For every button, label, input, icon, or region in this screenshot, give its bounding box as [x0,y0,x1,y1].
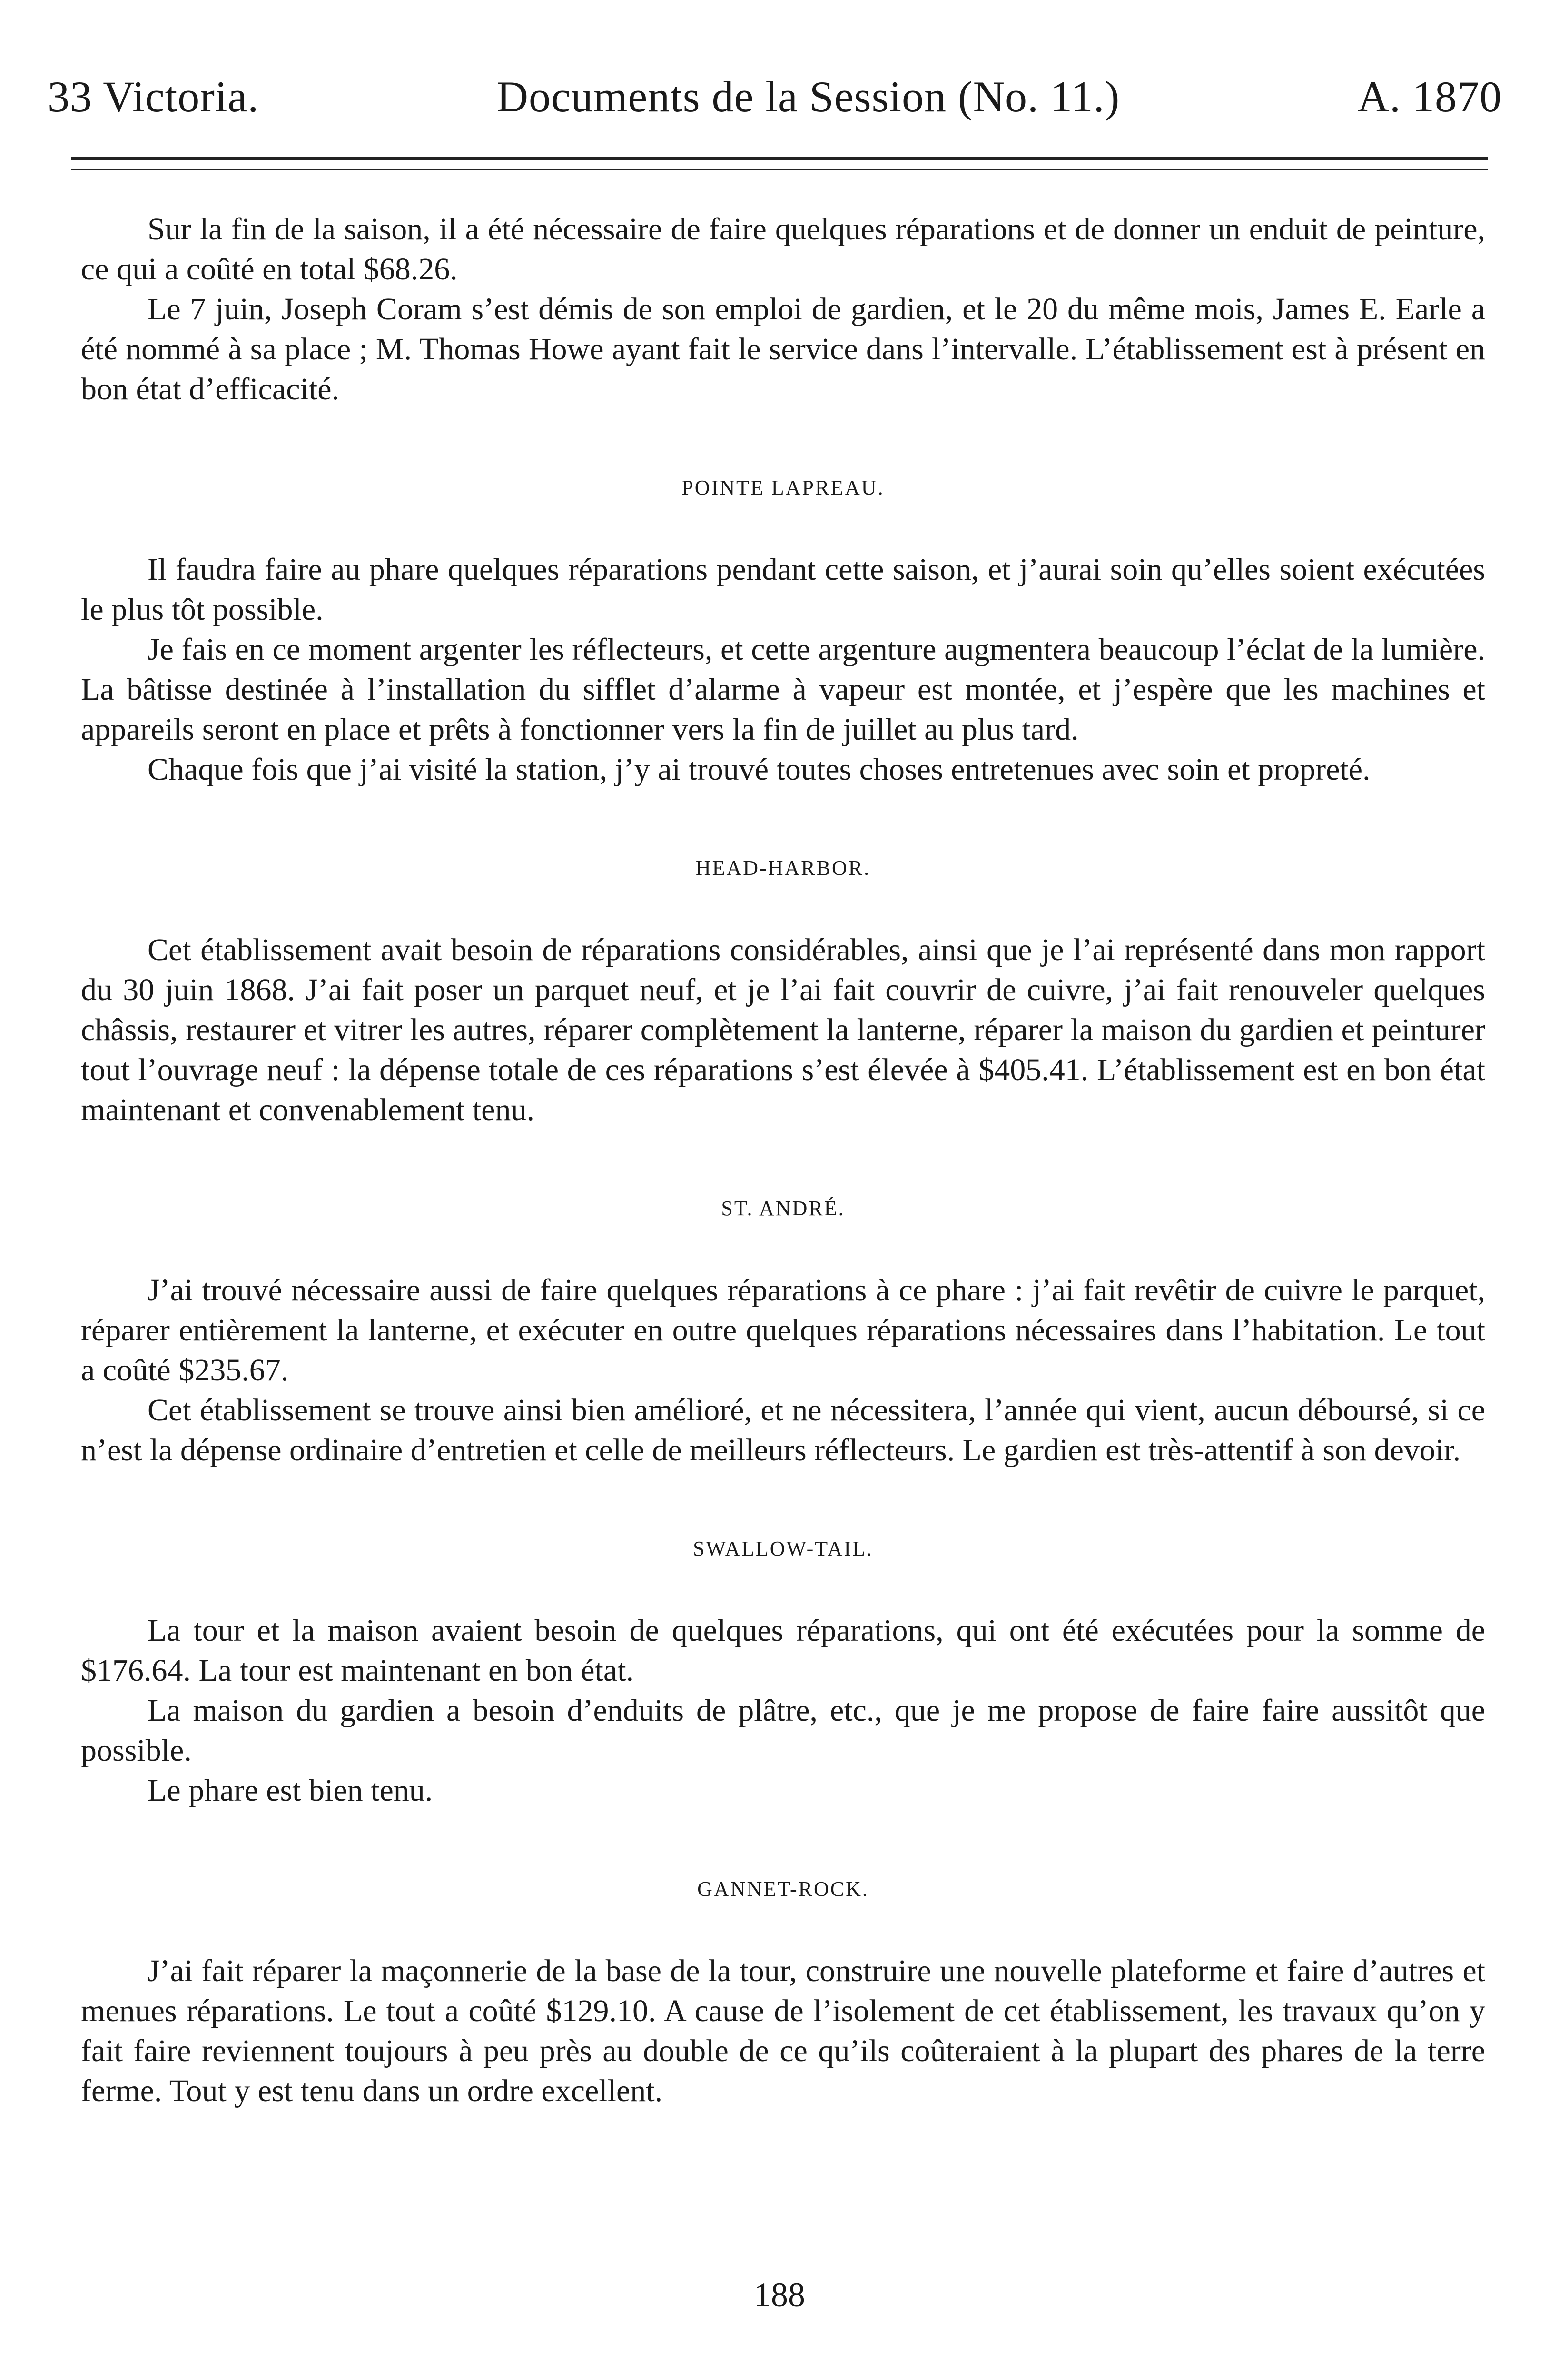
paragraph: La maison du gardien a besoin d’enduits de plâtre, etc., que je me propose de faire faire aussitôt que possible. [81,1693,1485,1768]
header-session: 33 Victoria. [48,72,259,121]
paragraph: Je fais en ce moment argenter les réflecteurs, et cette argenture augmentera beaucoup l’éclat de la lumière. La bâtisse destinée à l’installation du sifflet d’alarme à vapeur est montée, et j’espère que les machines et appareils seront en place et prêts à fonctionner vers la fin de juillet au plus tard. [81,632,1485,747]
paragraph: Le phare est bien tenu. [148,1773,433,1808]
paragraph: J’ai trouvé nécessaire aussi de faire quelques réparations à ce phare : j’ai fait revêtir de cuivre le parquet, réparer entièrement la lanterne, et exécuter en outre quelques réparations nécessaires dans l’habitation. Le tout a coûté $235.67. [81,1273,1485,1388]
running-header [48,71,1502,143]
section-heading: HEAD-HARBOR. [695,856,871,880]
section-pointe-lapreau [81,474,1485,790]
paragraph: J’ai fait réparer la maçonnerie de la base de la tour, construire une nouvelle plateforme et faire d’autres et menues réparations. Le tout a coûté $129.10. A cause de l’isolement de cet établissement, les travaux qu’on y fait faire reviennent toujours à peu près au double de ce qu’ils coûteraient à la plupart des phares de la terre ferme. Tout y est tenu dans un ordre excellent. [81,1954,1485,2108]
section-heading: ST. ANDRÉ. [721,1197,845,1220]
page-body [81,209,1485,2111]
section-swallow-tail [81,1535,1485,1811]
header-rule-thick [71,157,1488,160]
section-gannet-rock [81,1875,1485,2111]
section-heading: POINTE LAPREAU. [681,476,885,499]
section-head-harbor [81,854,1485,1130]
header-title: Documents de la Session (No. 11.) [496,72,1120,121]
header-rule-thin [71,169,1488,170]
paragraph: Il faudra faire au phare quelques réparations pendant cette saison, et j’aurai soin qu’elles soient exécutées le plus tôt possible. [81,552,1485,627]
intro-section [81,209,1485,409]
section-heading: GANNET-ROCK. [697,1877,869,1901]
header-year: A. 1870 [1357,72,1502,121]
paragraph: Sur la fin de la saison, il a été nécessaire de faire quelques réparations et de donner un enduit de peinture, ce qui a coûté en total $68.26. [81,212,1485,287]
paragraph: Cet établissement avait besoin de réparations considérables, ainsi que je l’ai représenté dans mon rapport du 30 juin 1868. J’ai fait poser un parquet neuf, et je l’ai fait couvrir de cuivre, j’ai fait renouveler quelques châssis, restaurer et vitrer les autres, réparer complètement la lanterne, réparer la maison du gardien et peinturer tout l’ouvrage neuf : la dépense totale de ces réparations s’est élevée à $405.41. L’établissement est en bon état maintenant et convenablement tenu. [81,932,1485,1127]
page-number: 188 [754,2276,805,2314]
paragraph: La tour et la maison avaient besoin de quelques réparations, qui ont été exécutées pour la somme de $176.64. La tour est maintenant en bon état. [81,1613,1485,1688]
section-st-andre [81,1194,1485,1470]
paragraph: Le 7 juin, Joseph Coram s’est démis de son emploi de gardien, et le 20 du même mois, James E. Earle a été nommé à sa place ; M. Thomas Howe ayant fait le service dans l’intervalle. L’établissement est à présent en bon état d’efficacité. [81,292,1485,407]
section-heading: SWALLOW-TAIL. [693,1537,873,1560]
paragraph: Cet établissement se trouve ainsi bien amélioré, et ne nécessitera, l’année qui vient, aucun déboursé, si ce n’est la dépense ordinaire d’entretien et celle de meilleurs réflecteurs. Le gardien est très-attentif à son devoir. [81,1393,1485,1468]
paragraph: Chaque fois que j’ai visité la station, j’y ai trouvé toutes choses entretenues avec soin et propreté. [148,752,1371,787]
